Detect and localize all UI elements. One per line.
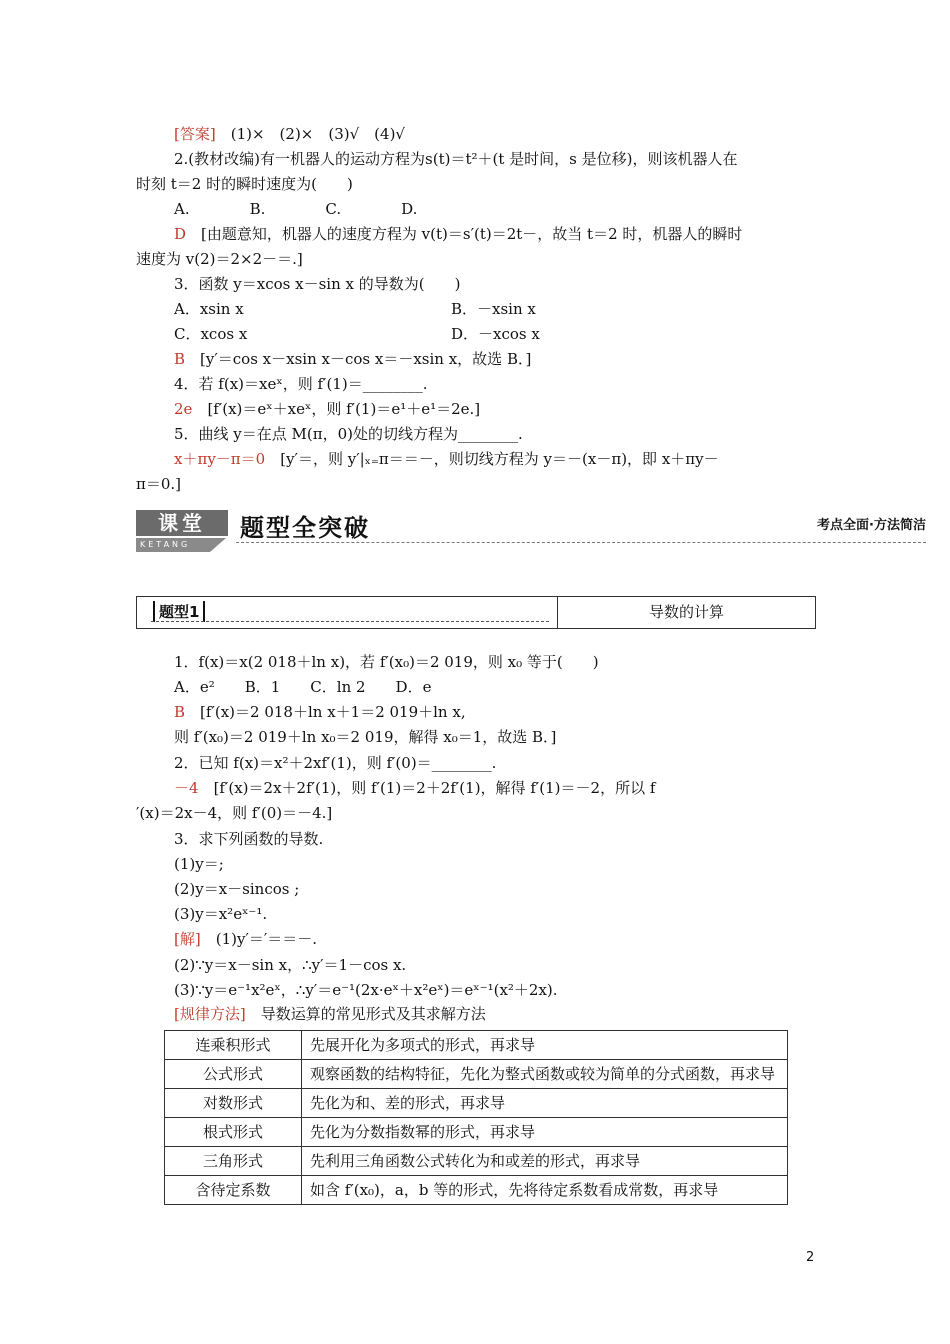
banner-divider <box>236 542 926 543</box>
q2-stem-a: 2.(教材改编)有一机器人的运动方程为 <box>174 150 426 168</box>
p3-jie-tag: [解] <box>174 930 201 948</box>
method-name: 公式形式 <box>165 1060 302 1089</box>
q3-stem: 3．函数 y＝xcos x－sin x 的导数为( ) <box>174 275 461 293</box>
banner-right-text: 考点全面·方法简洁 <box>817 518 926 533</box>
q2-stem-cont: 时刻 t＝2 时的瞬时速度为( ) <box>136 175 353 193</box>
rule-tag: [规律方法] <box>174 1005 246 1023</box>
table-row <box>165 1118 788 1147</box>
q3-key: B <box>174 350 186 368</box>
p1-solution-line <box>174 702 466 722</box>
q5-sol-a: [y′＝，则 y′|ₓ₌π＝＝－，则切线方程为 y＝－(x－π)，即 x＋πy－ <box>280 450 719 468</box>
type-title: 导数的计算 <box>648 603 724 621</box>
p3-item-1: (1)y＝; <box>174 855 224 873</box>
p2-sol-b: ′(x)＝2x－4，则 f′(0)＝－4.] <box>136 804 333 822</box>
q2-sol-b: 速度为 v(2)＝2×2－＝.] <box>136 250 303 268</box>
q5-sol-b: π＝0.] <box>136 475 182 493</box>
method-desc: 先展开化为多项式的形式，再求导 <box>302 1031 788 1060</box>
p1-sol-a: [f′(x)＝2 018＋ln x＋1＝2 019＋ln x, <box>200 703 466 721</box>
p3-stem: 3．求下列函数的导数. <box>174 830 324 848</box>
q3-C: C．xcos x <box>174 325 248 343</box>
p2-stem: 2．已知 f(x)＝x²＋2xf′(1)，则 f′(0)＝________. <box>174 754 497 772</box>
q3-sol: [y′＝cos x－xsin x－cos x＝－xsin x，故选 B．] <box>200 350 532 368</box>
q4-sol: [f′(x)＝eˣ＋xeˣ，则 f′(1)＝e¹＋e¹＝2e.] <box>207 400 481 418</box>
method-desc: 先化为和、差的形式，再求导 <box>302 1089 788 1118</box>
page-number: 2 <box>806 1250 815 1265</box>
methods-table <box>164 1030 788 1205</box>
method-name: 含待定系数 <box>165 1176 302 1205</box>
answer-tag: [答案] <box>174 125 216 143</box>
p3-jie-3: (3)∵y＝e⁻¹x²eˣ，∴y′＝e⁻¹(2x·eˣ＋x²eˣ)＝eˣ⁻¹(x²＋2x). <box>174 981 558 999</box>
q5-stem: 5．曲线 y＝在点 M(π，0)处的切线方程为________. <box>174 425 523 443</box>
p3-item-3: (3)y＝x²eˣ⁻¹. <box>174 905 268 923</box>
q2-options: A. B. C. D. <box>174 200 418 218</box>
p1-key: B <box>174 703 186 721</box>
table-row <box>165 1031 788 1060</box>
q5-key: x＋πy－π＝0 <box>174 450 266 468</box>
q3-solution-line <box>174 349 531 369</box>
method-desc: 先利用三角函数公式转化为和或差的形式，再求导 <box>302 1147 788 1176</box>
rule-title: 导数运算的常见形式及其求解方法 <box>260 1005 486 1023</box>
table-row <box>165 1176 788 1205</box>
q4-solution-line <box>174 399 480 419</box>
q3-A: A．xsin x <box>174 300 244 318</box>
q3-D: D．－xcos x <box>451 325 540 343</box>
method-name: 三角形式 <box>165 1147 302 1176</box>
answer-line <box>174 124 405 144</box>
q2-stem-b: s(t)＝t²＋(t 是时间，s 是位移)，则该机器人在 <box>425 150 738 168</box>
p2-key: －4 <box>174 779 199 797</box>
table-row <box>165 1147 788 1176</box>
p1-stem: 1．f(x)＝x(2 018＋ln x)，若 f′(x₀)＝2 019，则 x₀ 等于( ) <box>174 653 599 671</box>
ketang-triangle-icon <box>210 538 226 552</box>
q2-sol-a: [由题意知，机器人的速度方程为 v(t)＝s′(t)＝2t－，故当 t＝2 时，机器人的瞬时 <box>201 225 743 243</box>
ketang-badge: 课堂 <box>136 510 228 536</box>
q2-solution-line <box>174 224 742 244</box>
table-row <box>165 1089 788 1118</box>
p3-jie-1: (1)y′＝′＝＝－. <box>215 930 318 948</box>
method-desc: 如含 f′(x₀)，a，b 等的形式，先将待定系数看成常数，再求导 <box>302 1176 788 1205</box>
p3-jie-line <box>174 929 317 949</box>
method-desc: 观察函数的结构特征，先化为整式函数或较为简单的分式函数，再求导 <box>302 1060 788 1089</box>
type-tag-underline <box>151 621 549 622</box>
answer-body: (1)× (2)× (3)√ (4)√ <box>230 125 405 143</box>
method-name: 根式形式 <box>165 1118 302 1147</box>
p1-options: A．e² B．1 C．ln 2 D．e <box>174 678 432 696</box>
ketang-sub: KETANG <box>136 538 210 552</box>
q2-stem-line <box>174 149 737 169</box>
method-name: 对数形式 <box>165 1089 302 1118</box>
q3-B: B．－xsin x <box>451 300 536 318</box>
type-tag-cell <box>137 597 558 628</box>
rule-line <box>174 1004 486 1024</box>
type-header-box <box>136 596 816 629</box>
section-banner <box>136 508 926 552</box>
method-desc: 先化为分数指数幂的形式，再求导 <box>302 1118 788 1147</box>
type-tag: 题型1 <box>153 601 205 622</box>
q5-solution-line <box>174 449 719 469</box>
method-name: 连乘积形式 <box>165 1031 302 1060</box>
q4-key: 2e <box>174 400 193 418</box>
p1-sol-b: 则 f′(x₀)＝2 019＋ln x₀＝2 019，解得 x₀＝1，故选 B．] <box>174 728 557 746</box>
p2-sol-a: [f′(x)＝2x＋2f′(1)，则 f′(1)＝2＋2f′(1)，解得 f′(1)＝－2，所以 f <box>213 779 656 797</box>
q2-key: D <box>174 225 187 243</box>
banner-title: 题型全突破 <box>240 514 370 542</box>
table-row <box>165 1060 788 1089</box>
p3-item-2: (2)y＝x－sincos ; <box>174 880 300 898</box>
p3-jie-2: (2)∵y＝x－sin x，∴y′＝1－cos x. <box>174 956 407 974</box>
q4-stem: 4．若 f(x)＝xeˣ，则 f′(1)＝________. <box>174 375 428 393</box>
p2-solution-line <box>174 778 655 798</box>
